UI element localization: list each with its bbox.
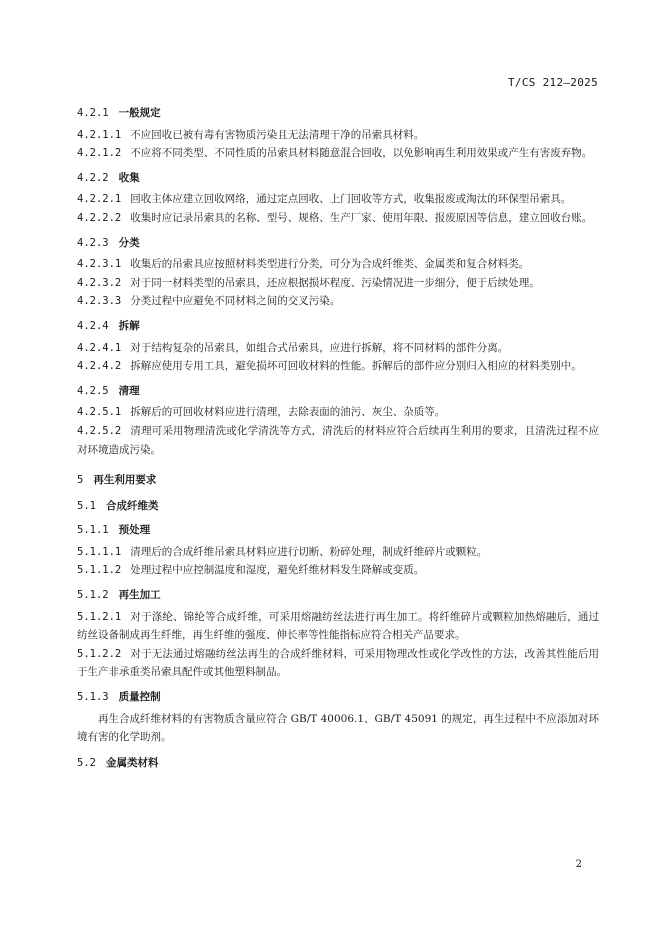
section-number: 5.1.3 <box>77 691 109 704</box>
document-body <box>77 104 599 775</box>
section-number: 4.2.3 <box>77 236 109 249</box>
section-heading <box>77 234 599 253</box>
section-number: 4.2.4 <box>77 319 109 332</box>
clause-number: 4.2.1.1 <box>77 128 122 141</box>
clause <box>77 561 599 580</box>
section-title: 再生加工 <box>118 589 161 602</box>
clause <box>77 209 599 228</box>
document-code: T/CS 212—2025 <box>508 76 598 89</box>
clause-text: 对于涤纶、锦纶等合成纤维，可采用熔融纺丝法进行再生加工。将纤维碎片或颗粒加热熔融后，通过纺丝设备制成再生纤维，再生纤维的强度、伸长率等性能指标应符合相关产品要求。 <box>77 610 599 642</box>
section-title: 金属类材料 <box>105 756 159 769</box>
clause-number: 4.2.5.2 <box>77 424 122 437</box>
clause-number: 5.1.1.2 <box>77 564 122 577</box>
clause <box>77 274 599 293</box>
section-heading <box>77 586 599 605</box>
section-number: 5.1.1 <box>77 524 109 537</box>
section-title: 质量控制 <box>118 691 161 704</box>
clause-text: 回收主体应建立回收网络，通过定点回收、上门回收等方式，收集报废或淘汰的环保型吊索具。 <box>130 193 572 206</box>
clause <box>77 608 599 645</box>
section-heading <box>77 104 599 123</box>
body-paragraph: 再生合成纤维材料的有害物质含量应符合 GB/T 40006.1、GB/T 45091 的规定，再生过程中不应添加对环境有害的化学助剂。 <box>77 712 599 744</box>
clause <box>77 403 599 422</box>
section-title: 一般规定 <box>118 107 161 119</box>
clause <box>77 357 599 376</box>
section-number: 4.2.2 <box>77 171 109 184</box>
clause-text: 清理可采用物理清洗或化学清洗等方式，清洗后的材料应符合后续再生利用的要求，且清洗过程不应对环境造成污染。 <box>77 424 599 456</box>
section-heading <box>77 754 599 773</box>
clause <box>77 422 599 459</box>
clause-text: 清理后的合成纤维吊索具材料应进行切断、粉碎处理，制成纤维碎片或颗粒。 <box>130 545 488 558</box>
page-number: 2 <box>575 859 582 870</box>
clause-text: 分类过程中应避免不同材料之间的交叉污染。 <box>130 295 341 308</box>
clause-number: 4.2.2.2 <box>77 211 122 224</box>
clause <box>77 543 599 562</box>
clause-number: 5.1.2.2 <box>77 647 122 660</box>
section-title: 合成纤维类 <box>105 499 159 512</box>
section-title: 拆解 <box>118 319 140 332</box>
section-number: 5.1 <box>77 499 96 512</box>
section-number: 5.1.2 <box>77 589 109 602</box>
section-title: 清理 <box>118 384 140 397</box>
clause-text: 拆解应使用专用工具，避免损坏可回收材料的性能。拆解后的部件应分别归入相应的材料类别中。 <box>130 360 582 373</box>
section-heading <box>77 688 599 707</box>
clause-text: 拆解后的可回收材料应进行清理，去除表面的油污、灰尘、杂质等。 <box>130 406 446 419</box>
section-number: 4.2.1 <box>77 107 109 119</box>
clause <box>77 126 599 145</box>
clause-number: 5.1.2.1 <box>77 610 122 623</box>
clause-number: 4.2.2.1 <box>77 193 122 206</box>
section-title: 预处理 <box>118 524 151 537</box>
section-heading <box>77 521 599 540</box>
clause-number: 4.2.3.1 <box>77 258 122 271</box>
clause-number: 4.2.3.2 <box>77 276 122 289</box>
section-heading <box>77 317 599 336</box>
clause-number: 4.2.5.1 <box>77 406 122 419</box>
clause-number: 4.2.3.3 <box>77 295 122 308</box>
section-title: 收集 <box>118 171 140 184</box>
chapter-heading <box>77 471 599 490</box>
clause <box>77 339 599 358</box>
clause-text: 处理过程中应控制温度和湿度，避免纤维材料发生降解或变质。 <box>130 564 425 577</box>
chapter-title: 再生利用要求 <box>93 474 157 487</box>
clause-number: 4.2.4.2 <box>77 360 122 373</box>
clause-text: 对于无法通过熔融纺丝法再生的合成纤维材料，可采用物理改性或化学改性的方法，改善其性能后用于生产非承重类吊索具配件或其他塑料制品。 <box>77 647 599 679</box>
clause-number: 4.2.1.2 <box>77 147 122 160</box>
clause <box>77 292 599 311</box>
clause-text: 不应回收已被有毒有害物质污染且无法清理干净的吊索具材料。 <box>130 128 425 141</box>
clause-number: 5.1.1.1 <box>77 545 122 558</box>
clause <box>77 255 599 274</box>
clause <box>77 144 599 163</box>
section-title: 分类 <box>118 236 140 249</box>
section-heading <box>77 382 599 401</box>
clause-text: 不应将不同类型、不同性质的吊索具材料随意混合回收，以免影响再生利用效果或产生有害废弃物。 <box>130 147 593 160</box>
clause-number: 4.2.4.1 <box>77 341 122 354</box>
section-number: 5.2 <box>77 756 96 769</box>
clause <box>77 190 599 209</box>
section-heading <box>77 169 599 188</box>
clause-text: 收集后的吊索具应按照材料类型进行分类，可分为合成纤维类、金属类和复合材料类。 <box>130 258 530 271</box>
chapter-number: 5 <box>77 474 84 487</box>
clause <box>77 645 599 682</box>
section-heading <box>77 497 599 516</box>
clause-text: 收集时应记录吊索具的名称、型号、规格、生产厂家、使用年限、报废原因等信息，建立回收台账。 <box>130 211 593 224</box>
clause-text: 对于同一材料类型的吊索具，还应根据损坏程度、污染情况进一步细分，便于后续处理。 <box>130 276 540 289</box>
section-number: 4.2.5 <box>77 384 109 397</box>
clause-text: 对于结构复杂的吊索具，如组合式吊索具，应进行拆解，将不同材料的部件分离。 <box>130 341 509 354</box>
